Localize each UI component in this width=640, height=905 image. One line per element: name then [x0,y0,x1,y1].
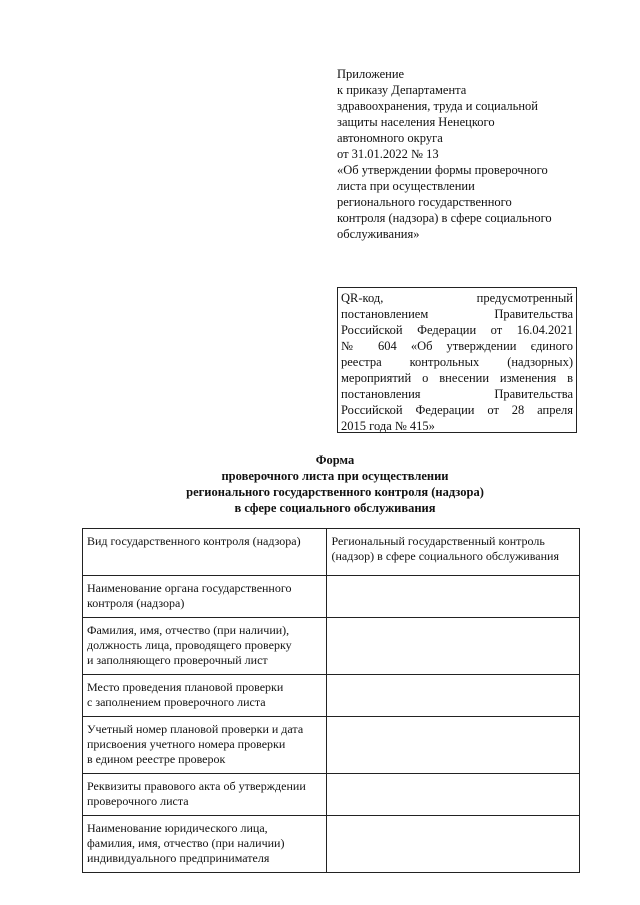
qr-note-line: Российской Федерации от 16.04.2021 [341,323,573,337]
table-row [83,816,580,873]
qr-note-line: Российской Федерации от 28 апреля [341,403,573,417]
appendix-line: контроля (надзора) в сфере социального [337,211,552,225]
form-title-line: Форма [315,453,355,467]
qr-note-line: мероприятий о внесении изменения в [341,371,573,385]
appendix-line: от 31.01.2022 № 13 [337,147,439,161]
row-label-cell [83,618,327,675]
form-title-line: в сфере социального обслуживания [234,501,436,515]
row-label-line: Вид государственного контроля (надзора) [87,534,301,548]
qr-note-line: 2015 года № 415» [341,419,435,433]
row-value-cell [327,717,580,774]
row-value-cell [327,618,580,675]
appendix-line: защиты населения Ненецкого [337,115,495,129]
table-row [83,529,580,576]
row-label-line: должность лица, проводящего проверку [87,638,292,652]
row-label-cell [83,816,327,873]
row-label-line: контроля (надзора) [87,596,185,610]
row-label-cell [83,717,327,774]
row-label-line: Место проведения плановой проверки [87,680,284,694]
row-label-cell [83,774,327,816]
form-title [80,452,590,516]
table-row [83,717,580,774]
row-label-line: фамилия, имя, отчество (при наличии) [87,836,285,850]
row-label-line: Наименование органа государственного [87,581,292,595]
row-value-cell [327,816,580,873]
row-label-line: в едином реестре проверок [87,752,226,766]
table-row [83,774,580,816]
row-value-cell [327,774,580,816]
appendix-line: регионального государственного [337,195,512,209]
qr-note-line: постановлением Правительства [341,307,573,321]
appendix-line: к приказу Департамента [337,83,467,97]
qr-note-line: № 604 «Об утверждении єдиного [341,339,573,353]
row-label-line: с заполнением проверочного листа [87,695,266,709]
row-label-line: индивидуального предпринимателя [87,851,270,865]
row-value-line: Региональный государственный контроль [331,534,545,548]
table-row [83,675,580,717]
appendix-line: обслуживания» [337,227,420,241]
qr-note-line: реестра контрольных (надзорных) [341,355,573,369]
appendix-header [337,66,587,242]
appendix-line: листа при осуществлении [337,179,475,193]
row-value-cell [327,529,580,576]
row-label-line: Реквизиты правового акта об утверждении [87,779,306,793]
row-label-cell [83,529,327,576]
form-title-line: регионального государственного контроля (надзора) [186,485,484,499]
row-label-line: Наименование юридического лица, [87,821,268,835]
table-row [83,576,580,618]
row-label-line: проверочного листа [87,794,189,808]
row-label-cell [83,675,327,717]
form-title-line: проверочного листа при осуществлении [221,469,449,483]
row-label-line: Учетный номер плановой проверки и дата [87,722,304,736]
row-label-line: и заполняющего проверочный лист [87,653,268,667]
qr-code-note-box [337,287,577,433]
checklist-table [82,528,580,873]
row-value-line: (надзор) в сфере социального обслуживания [331,549,559,563]
qr-note-line: постановления Правительства [341,387,573,401]
table-row [83,618,580,675]
appendix-line: «Об утверждении формы проверочного [337,163,548,177]
row-value-cell [327,576,580,618]
qr-note-line: QR-код, предусмотренный [341,291,573,305]
row-label-line: присвоения учетного номера проверки [87,737,286,751]
appendix-line: автономного округа [337,131,443,145]
row-label-cell [83,576,327,618]
row-label-line: Фамилия, имя, отчество (при наличии), [87,623,290,637]
appendix-line: Приложение [337,67,405,81]
appendix-line: здравоохранения, труда и социальной [337,99,538,113]
row-value-cell [327,675,580,717]
